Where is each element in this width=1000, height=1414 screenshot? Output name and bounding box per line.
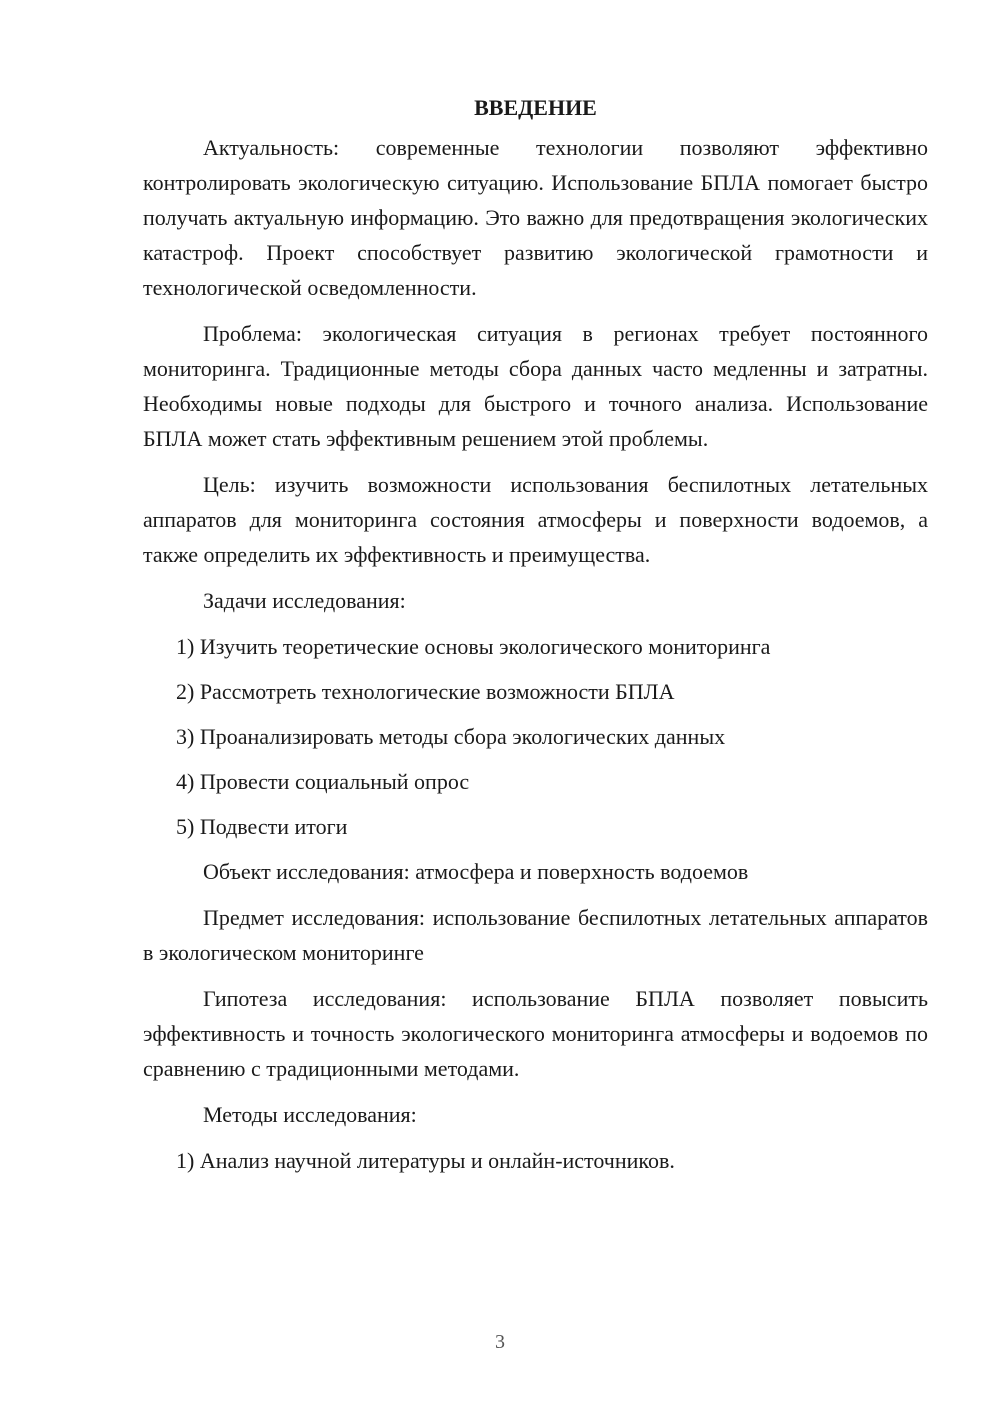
goal-paragraph: Цель: изучить возможности использования беспилотных летательных аппаратов для мониторинга состояния атмосферы и поверхности водоемов, а также определить их эффективность и преимущества.: [143, 472, 928, 567]
object-paragraph: Объект исследования: атмосфера и поверхность водоемов: [203, 859, 749, 884]
list-item: 4) Провести социальный опрос: [176, 769, 470, 794]
list-item: 1) Изучить теоретические основы экологического мониторинга: [176, 634, 771, 659]
methods-heading: Методы исследования:: [203, 1102, 417, 1127]
document-page: [143, 90, 928, 1188]
page-title: ВВЕДЕНИЕ: [474, 95, 597, 120]
problem-paragraph: Проблема: экологическая ситуация в регионах требует постоянного мониторинга. Традиционные методы сбора данных часто медленны и затратны. Необходимы новые подходы для быстрого и точного анализа. Использование БПЛА может стать эффективным решением этой проблемы.: [143, 321, 928, 451]
list-item: 5) Подвести итоги: [176, 814, 348, 839]
list-item: 3) Проанализировать методы сбора экологических данных: [176, 724, 726, 749]
relevance-paragraph: Актуальность: современные технологии позволяют эффективно контролировать экологическую ситуацию. Использование БПЛА помогает быстро получать актуальную информацию. Это важно для предотвращения экологических катастроф. Проект способствует развитию экологической грамотности и технологической осведомленности.: [143, 135, 928, 300]
page-number: 3: [495, 1331, 505, 1353]
subject-paragraph: Предмет исследования: использование беспилотных летательных аппаратов в экологическом мониторинге: [143, 905, 928, 965]
hypothesis-paragraph: Гипотеза исследования: использование БПЛА позволяет повысить эффективность и точность экологического мониторинга атмосферы и водоемов по сравнению с традиционными методами.: [143, 986, 928, 1081]
list-item: 2) Рассмотреть технологические возможности БПЛА: [176, 679, 675, 704]
tasks-heading: Задачи исследования:: [203, 588, 406, 613]
list-item: 1) Анализ научной литературы и онлайн-источников.: [176, 1148, 675, 1173]
